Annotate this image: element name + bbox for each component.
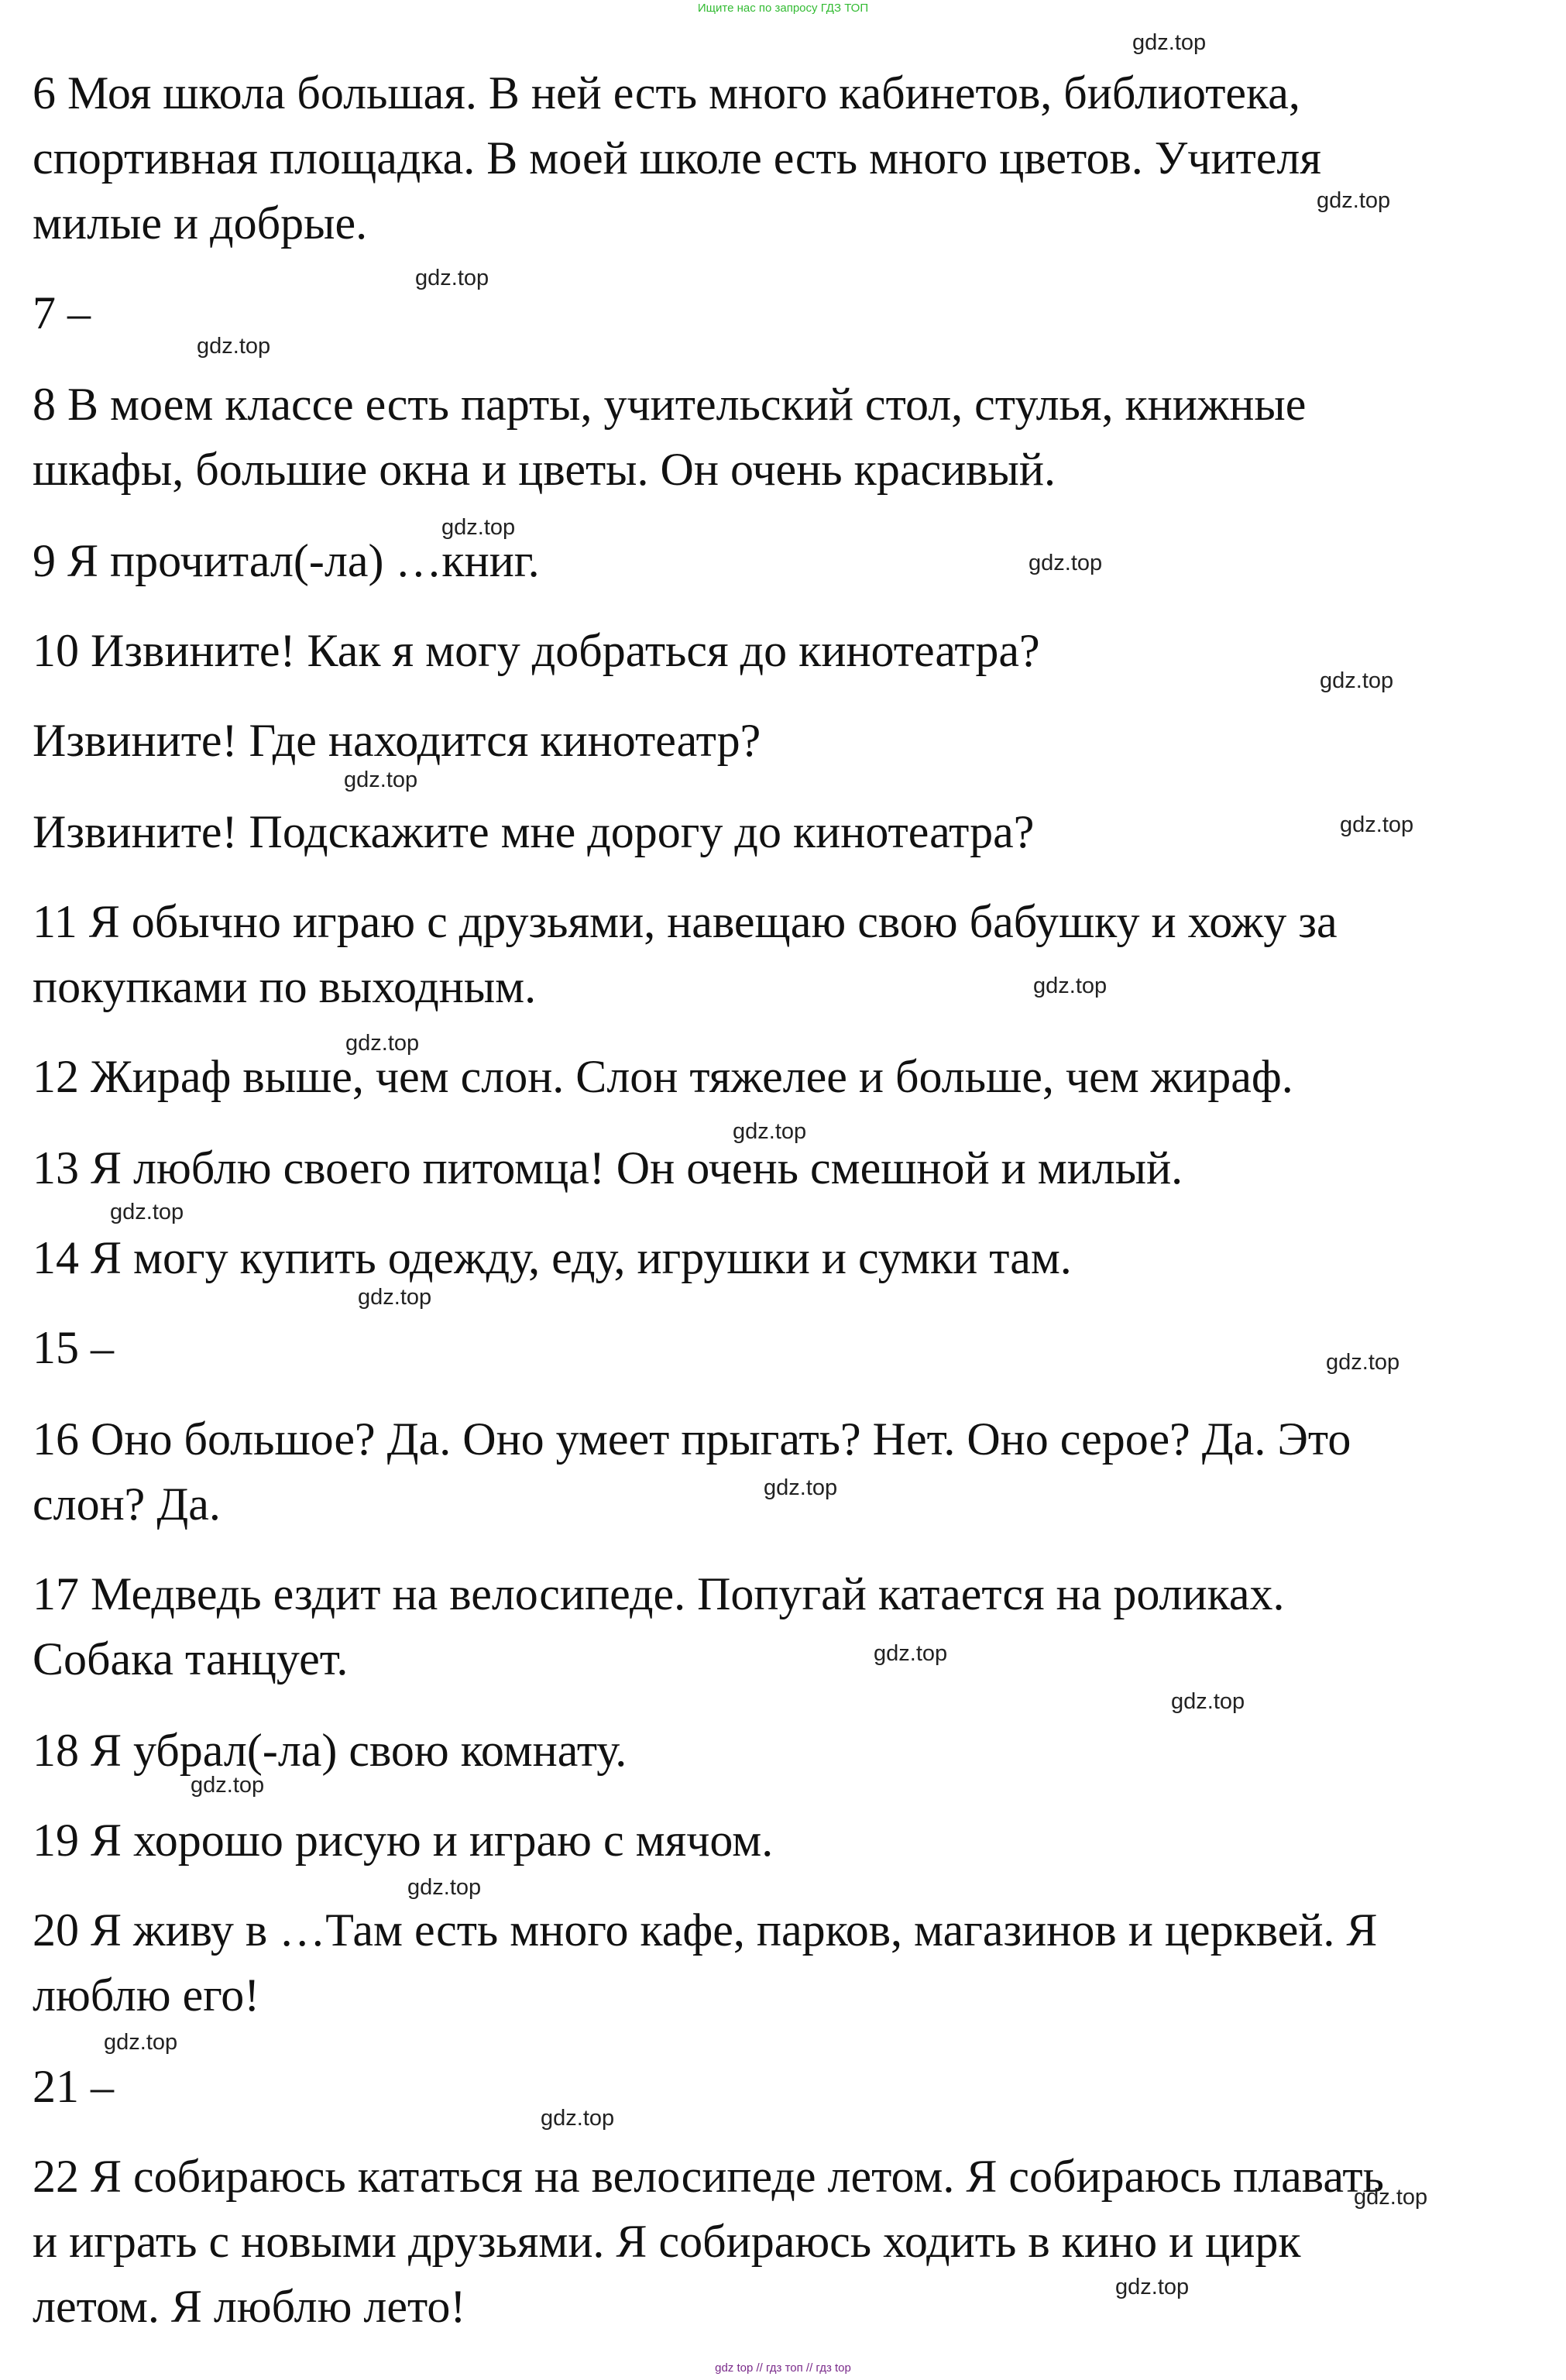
- watermark: gdz.top: [733, 1119, 807, 1144]
- watermark: gdz.top: [1320, 668, 1394, 693]
- answer-line: Собака танцует.: [33, 1633, 349, 1685]
- answer-line: покупками по выходным.: [33, 961, 537, 1012]
- watermark: gdz.top: [1340, 812, 1414, 837]
- answer-line: 15 –: [33, 1322, 114, 1373]
- answer-line: 22 Я собираюсь кататься на велосипеде летом. Я собираюсь плавать: [33, 2151, 1384, 2202]
- answer-line: 21 –: [33, 2061, 114, 2112]
- answer-line: 8 В моем классе есть парты, учительский стол, стулья, книжные: [33, 379, 1307, 430]
- watermark: gdz.top: [874, 1641, 948, 1666]
- answer-line: шкафы, большие окна и цветы. Он очень красивый.: [33, 444, 1056, 495]
- watermark: gdz.top: [197, 334, 271, 359]
- answer-line: 11 Я обычно играю с друзьями, навещаю свою бабушку и хожу за: [33, 896, 1338, 947]
- watermark: gdz.top: [1115, 2275, 1190, 2299]
- watermark: gdz.top: [764, 1475, 838, 1500]
- watermark: gdz.top: [415, 266, 489, 290]
- answer-line: милые и добрые.: [33, 197, 368, 249]
- watermark: gdz.top: [1354, 2185, 1428, 2210]
- watermark: gdz.top: [104, 2030, 178, 2055]
- watermark: gdz.top: [344, 768, 418, 792]
- answer-line: 12 Жираф выше, чем слон. Слон тяжелее и больше, чем жираф.: [33, 1051, 1293, 1102]
- watermark: gdz.top: [191, 1773, 265, 1798]
- answer-line: 7 –: [33, 287, 91, 338]
- watermark: gdz.top: [1033, 974, 1108, 998]
- answer-line: летом. Я люблю лето!: [33, 2281, 466, 2332]
- answer-line: 10 Извините! Как я могу добраться до кинотеатра?: [33, 625, 1040, 676]
- watermark: gdz.top: [407, 1875, 482, 1900]
- watermark: gdz.top: [345, 1031, 420, 1056]
- answer-line: люблю его!: [33, 1970, 260, 2021]
- answer-line: 14 Я могу купить одежду, еду, игрушки и сумки там.: [33, 1232, 1072, 1283]
- watermark: gdz.top: [1317, 188, 1391, 213]
- answer-line: 18 Я убрал(-ла) свою комнату.: [33, 1725, 627, 1776]
- watermark: gdz.top: [441, 515, 516, 540]
- answer-line: 16 Оно большое? Да. Оно умеет прыгать? Нет. Оно серое? Да. Это: [33, 1413, 1351, 1465]
- watermark: gdz.top: [1029, 551, 1103, 575]
- watermark: gdz.top: [1171, 1689, 1245, 1714]
- answer-line: 6 Моя школа большая. В ней есть много кабинетов, библиотека,: [33, 67, 1300, 118]
- answer-line: спортивная площадка. В моей школе есть много цветов. Учителя: [33, 132, 1321, 184]
- answer-line: и играть с новыми друзьями. Я собираюсь ходить в кино и цирк: [33, 2216, 1301, 2267]
- answer-line: 17 Медведь ездит на велосипеде. Попугай катается на роликах.: [33, 1568, 1285, 1619]
- top-banner: Ищите нас по запросу ГДЗ ТОП: [697, 2, 869, 15]
- answer-line: слон? Да.: [33, 1478, 221, 1530]
- answer-line: 19 Я хорошо рисую и играю с мячом.: [33, 1815, 774, 1866]
- watermark: gdz.top: [1326, 1350, 1400, 1375]
- bottom-footer: gdz top // гдз топ // гдз top: [715, 2361, 851, 2375]
- watermark: gdz.top: [358, 1285, 432, 1310]
- watermark: gdz.top: [541, 2106, 615, 2131]
- answer-line: Извините! Где находится кинотеатр?: [33, 715, 761, 766]
- answer-line: 13 Я люблю своего питомца! Он очень смешной и милый.: [33, 1142, 1183, 1193]
- answer-line: Извините! Подскажите мне дорогу до кинотеатра?: [33, 806, 1035, 857]
- watermark: gdz.top: [1132, 30, 1207, 55]
- answer-line: 9 Я прочитал(-ла) …книг.: [33, 535, 540, 586]
- answer-line: 20 Я живу в …Там есть много кафе, парков, магазинов и церквей. Я: [33, 1904, 1378, 1956]
- watermark: gdz.top: [110, 1200, 184, 1224]
